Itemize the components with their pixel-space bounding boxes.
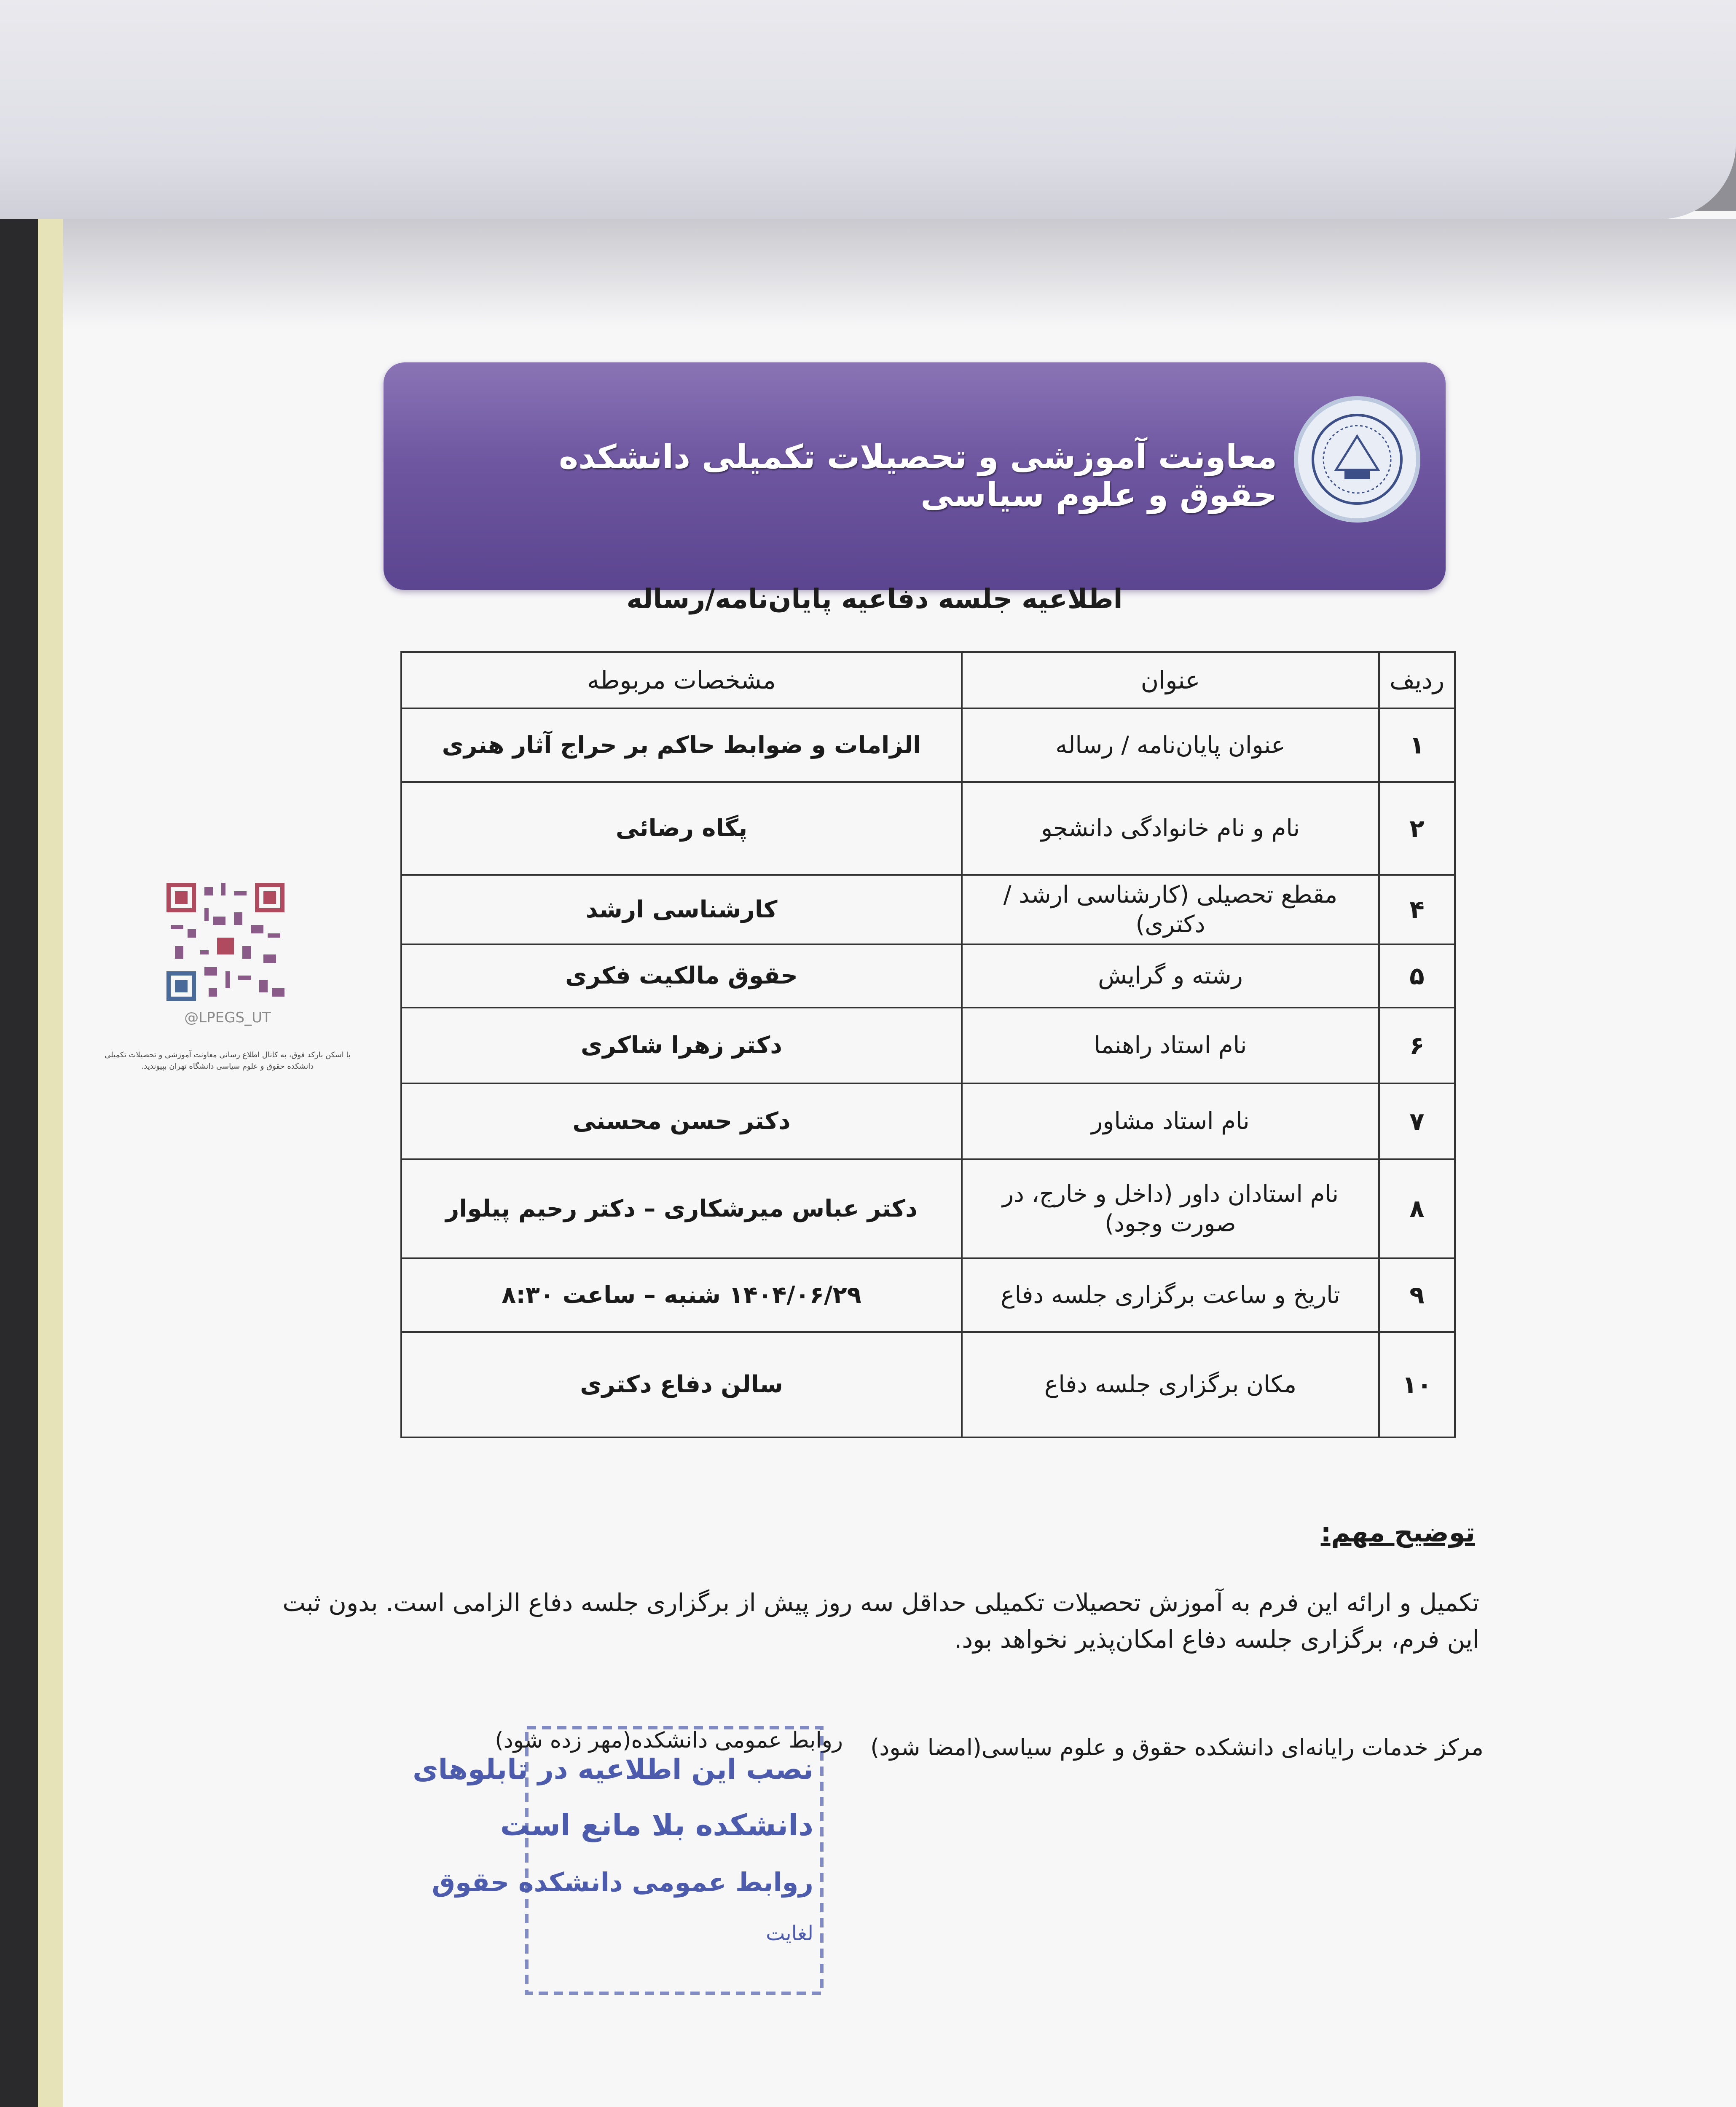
row-value: حقوق مالکیت فکری (401, 944, 962, 1008)
paper-binding-edge (38, 211, 63, 2107)
table-row (401, 782, 1455, 875)
row-number: ۵ (1379, 944, 1455, 1008)
note-title: توضیح مهم: (1320, 1517, 1475, 1548)
table-row (401, 1159, 1455, 1258)
note-body: تکمیل و ارائه این فرم به آموزش تحصیلات تکمیلی حداقل سه روز پیش از برگزاری جلسه دفاع الزامی است. بدون ثبت این فرم، برگزاری جلسه دفاع امکان‌پذیر نخواهد بود. (282, 1588, 1479, 1654)
row-number: ۴ (1379, 875, 1455, 944)
header-banner (384, 362, 1446, 590)
row-number: ۱۰ (1379, 1332, 1455, 1437)
row-value: ۱۴۰۴/۰۶/۲۹ شنبه – ساعت ۸:۳۰ (401, 1258, 962, 1332)
info-table (400, 651, 1456, 1438)
row-number: ۲ (1379, 782, 1455, 875)
it-center-signature-label: مرکز خدمات رایانه‌ای دانشکده حقوق و علوم سیاسی(امضا شود) (870, 1734, 1484, 1761)
row-number: ۶ (1379, 1008, 1455, 1083)
row-label: نام و نام خانوادگی دانشجو (962, 782, 1379, 875)
table-row (401, 1258, 1455, 1332)
table-row (401, 1008, 1455, 1083)
stamp-line: لغایت (766, 1922, 813, 1945)
row-label: نام استاد راهنما (962, 1008, 1379, 1083)
row-label: عنوان پایان‌نامه / رساله (962, 708, 1379, 782)
column-header-details: مشخصات مربوطه (401, 652, 962, 708)
row-number: ۷ (1379, 1083, 1455, 1159)
row-value: دکتر عباس میرشکاری – دکتر رحیم پیلوار (401, 1159, 962, 1258)
row-number: ۱ (1379, 708, 1455, 782)
row-value: کارشناسی ارشد (401, 875, 962, 944)
qr-channel-handle: @LPEGS_UT (184, 1009, 271, 1026)
stamp-line: نصب این اطلاعیه در تابلوهای (413, 1753, 813, 1785)
row-number: ۹ (1379, 1258, 1455, 1332)
public-relations-stamp-label: روابط عمومی دانشکده(مهر زده شود) (495, 1728, 843, 1753)
row-label: نام استادان داور (داخل و خارج، در صورت وجود) (962, 1159, 1379, 1258)
overlapping-sheet (0, 0, 1736, 219)
row-value: الزامات و ضوابط حاکم بر حراج آثار هنری (401, 708, 962, 782)
row-label: تاریخ و ساعت برگزاری جلسه دفاع (962, 1258, 1379, 1332)
header-title: معاونت آموزشی و تحصیلات تکمیلی دانشکده حقوق و علوم سیاسی (559, 438, 1277, 514)
row-label: نام استاد مشاور (962, 1083, 1379, 1159)
document-heading: اطلاعیه جلسه دفاعیه پایان‌نامه/رساله (626, 584, 1123, 615)
row-label: مکان برگزاری جلسه دفاع (962, 1332, 1379, 1437)
column-header-row-number: ردیف (1379, 652, 1455, 708)
row-value: پگاه رضائی (401, 782, 962, 875)
row-value: دکتر حسن محسنی (401, 1083, 962, 1159)
stamp-line: دانشکده بلا مانع است (500, 1808, 813, 1842)
qr-caption: با اسکن بارکد فوق، به کانال اطلاع رسانی معاونت آموزشی و تحصیلات تکمیلی دانشکده حقوق و علوم سیاسی دانشگاه تهران بپیوندید. (105, 1051, 351, 1071)
row-value: سالن دفاع دکتری (401, 1332, 962, 1437)
column-header-title: عنوان (962, 652, 1379, 708)
table-row (401, 1332, 1455, 1437)
row-value: دکتر زهرا شاکری (401, 1008, 962, 1083)
stamp-line: روابط عمومی دانشکده حقوق (432, 1867, 813, 1898)
table-row (401, 944, 1455, 1008)
qr-code-icon (166, 883, 284, 1001)
university-seal-icon (1294, 396, 1420, 523)
row-number: ۸ (1379, 1159, 1455, 1258)
table-header-row (401, 652, 1455, 708)
table-row (401, 875, 1455, 944)
approval-stamp (413, 1724, 826, 1997)
table-row (401, 708, 1455, 782)
row-label: رشته و گرایش (962, 944, 1379, 1008)
table-row (401, 1083, 1455, 1159)
row-label: مقطع تحصیلی (کارشناسی ارشد / دکتری) (962, 875, 1379, 944)
overlapping-sheet-shadow (63, 219, 1736, 329)
